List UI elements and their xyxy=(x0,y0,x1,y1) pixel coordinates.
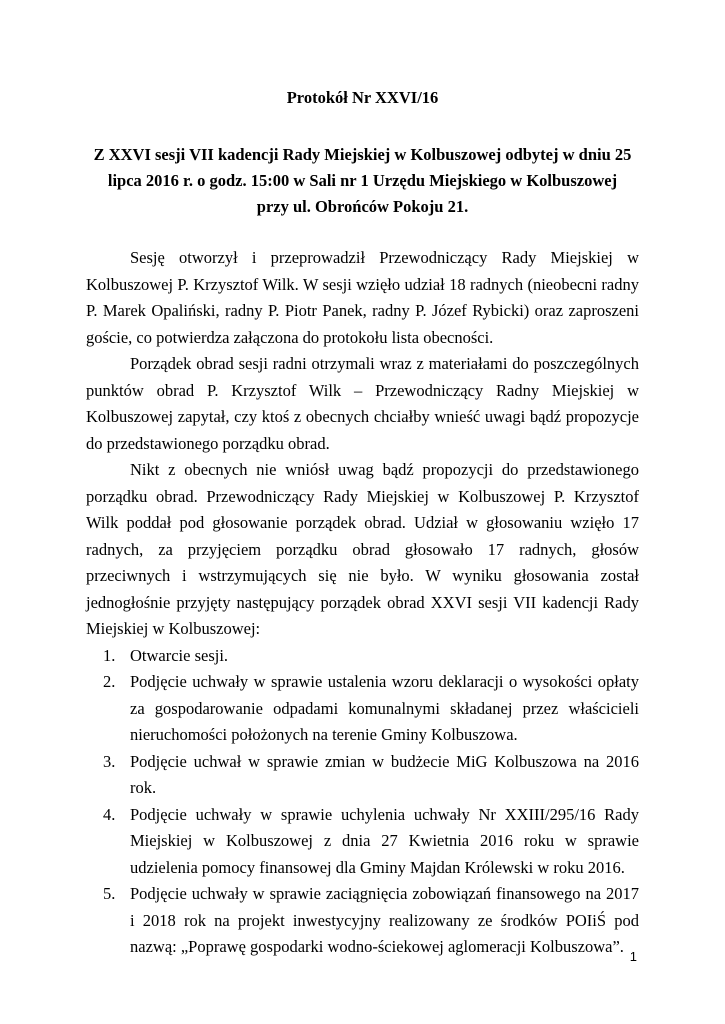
agenda-item-number: 4. xyxy=(103,804,116,824)
document-subtitle xyxy=(60,142,665,220)
document-body xyxy=(86,245,639,961)
paragraph-opening: Sesję otworzył i przeprowadził Przewodniczący Rady Miejskiej w Kolbuszowej P. Krzysztof Wilk. W sesji wzięło udział 18 radnych (nieobecni radny P. Marek Opaliński, radny P. Piotr Panek, radny P. Józef Rybicki) oraz zaproszeni goście, co potwierdza załączona do protokołu lista obecności. xyxy=(86,248,639,347)
page-number: 1 xyxy=(629,949,637,964)
agenda-item xyxy=(103,749,639,802)
agenda-item xyxy=(103,802,639,882)
agenda-item xyxy=(103,643,639,670)
agenda-item xyxy=(103,881,639,961)
paragraph-vote: Nikt z obecnych nie wniósł uwag bądź propozycji do przedstawionego porządku obrad. Przewodniczący Rady Miejskiej w Kolbuszowej P. Krzysztof Wilk poddał pod głosowanie porządek obrad. Udział w głosowaniu wzięło 17 radnych, za przyjęciem porządku obrad głosowało 17 radnych, głosów przeciwnych i wstrzymujących się nie było. W wyniku głosowania został jednogłośnie przyjęty następujący porządek obrad XXVI sesji VII kadencji Rady Miejskiej w Kolbuszowej: xyxy=(86,460,639,638)
agenda-list xyxy=(86,643,639,961)
subtitle-line: Z XXVI sesji VII kadencji Rady Miejskiej w Kolbuszowej odbytej w dniu 25 xyxy=(93,145,632,164)
agenda-item-number: 3. xyxy=(103,751,116,771)
agenda-item-text: Podjęcie uchwały w sprawie zaciągnięcia zobowiązań finansowego na 2017 i 2018 rok na projekt inwestycyjny realizowany ze środków POIiŚ pod nazwą: „Poprawę gospodarki wodno-ściekowej aglomeracji Kolbuszowa”. xyxy=(130,884,639,956)
agenda-item-text: Otwarcie sesji. xyxy=(130,645,229,665)
subtitle-line: lipca 2016 r. o godz. 15:00 w Sali nr 1 Urzędu Miejskiego w Kolbuszowej xyxy=(107,171,618,190)
agenda-item-number: 5. xyxy=(103,884,116,903)
agenda-item-text: Podjęcie uchwały w sprawie ustalenia wzoru deklaracji o wysokości opłaty za gospodarowanie odpadami komunalnymi składanej przez właścicieli nieruchomości położonych na terenie Gminy Kolbuszowa. xyxy=(130,672,639,744)
paragraph-agenda-intro: Porządek obrad sesji radni otrzymali wraz z materiałami do poszczególnych punktów obrad P. Krzysztof Wilk – Przewodniczący Radny Miejskiej w Kolbuszowej zapytał, czy ktoś z obecnych chciałby wnieść uwagi bądź propozycje do przedstawionego porządku obrad. xyxy=(86,354,639,453)
agenda-item-text: Podjęcie uchwały w sprawie uchylenia uchwały Nr XXIII/295/16 Rady Miejskiej w Kolbuszowej z dnia 27 Kwietnia 2016 roku w sprawie udzielenia pomocy finansowej dla Gminy Majdan Królewski w roku 2016. xyxy=(130,804,639,877)
subtitle-line: przy ul. Obrońców Pokoju 21. xyxy=(256,197,469,216)
agenda-item-number: 1. xyxy=(103,645,116,665)
agenda-item-text: Podjęcie uchwał w sprawie zmian w budżecie MiG Kolbuszowa na 2016 rok. xyxy=(130,751,639,797)
document-title: Protokół Nr XXVI/16 xyxy=(286,88,439,107)
agenda-item xyxy=(103,669,639,749)
agenda-item-number: 2. xyxy=(103,672,116,691)
